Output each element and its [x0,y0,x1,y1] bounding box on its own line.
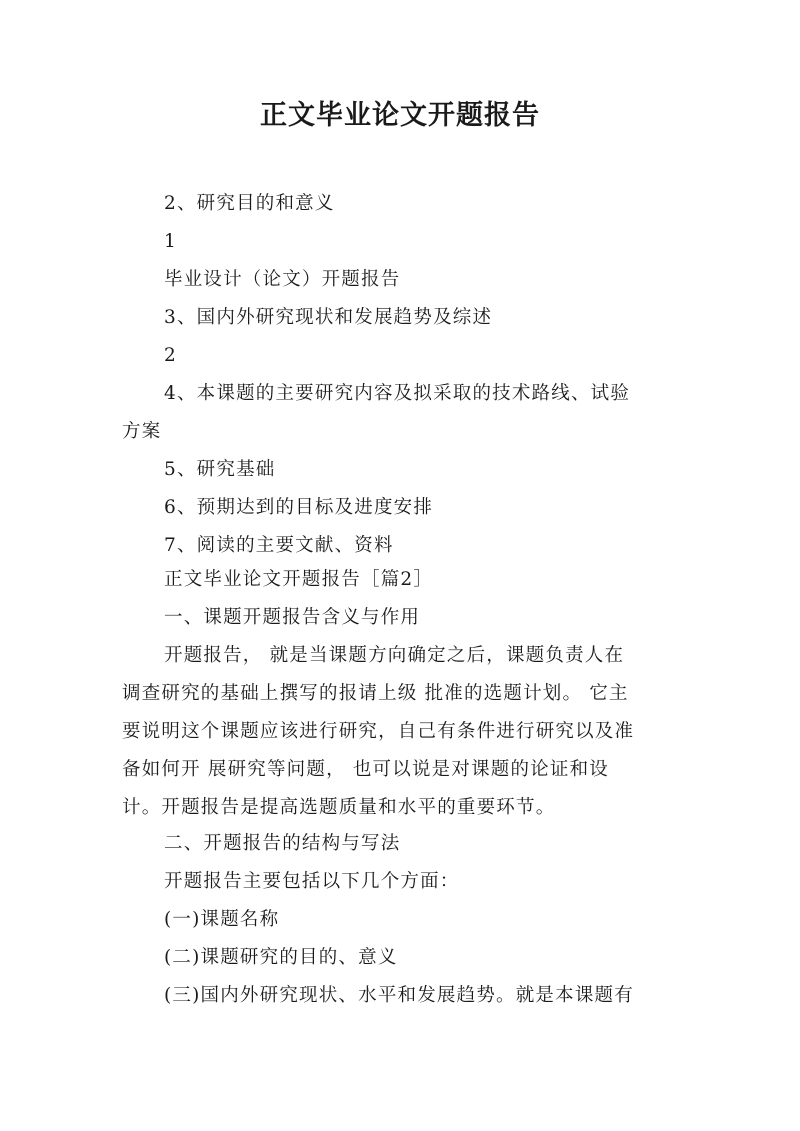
section-heading-references: 7、阅读的主要文献、资料 [164,535,394,556]
paragraph-line: 开题报告， 就是当课题方向确定之后，课题负责人在 [164,645,625,666]
page-number: 1 [164,231,177,252]
section-heading-purpose: 2、研究目的和意义 [164,193,335,214]
section-heading-definition: 一、课题开题报告含义与作用 [164,607,421,628]
paragraph-line: 备如何开 展研究等问题， 也可以说是对课题的论证和设 [122,759,609,780]
section-heading-content-cont: 方案 [122,421,162,442]
page-number: 2 [164,345,177,366]
list-item: (一)课题名称 [164,909,280,930]
section-heading-content: 4、本课题的主要研究内容及拟采取的技术路线、试验 [164,383,631,404]
section-heading-basis: 5、研究基础 [164,459,276,480]
section-heading-goals: 6、预期达到的目标及进度安排 [164,497,434,518]
report-header: 毕业设计（论文）开题报告 [164,269,401,290]
list-item: (三)国内外研究现状、水平和发展趋势。就是本课题有 [164,985,634,1006]
paragraph-line: 调查研究的基础上撰写的报请上级 批准的选题计划。 它主 [122,683,629,704]
section-heading-status: 3、国内外研究现状和发展趋势及综述 [164,307,493,328]
paragraph-line: 要说明这个课题应该进行研究，自己有条件进行研究以及准 [122,721,635,742]
section-heading-structure: 二、开题报告的结构与写法 [164,833,401,854]
paragraph-line: 开题报告主要包括以下几个方面： [164,871,460,892]
paragraph-line: 计。开题报告是提高选题质量和水平的重要环节。 [122,797,556,818]
document-title: 正文毕业论文开题报告 [260,100,540,131]
article-subtitle: 正文毕业论文开题报告［篇2］ [164,569,434,590]
list-item: (二)课题研究的目的、意义 [164,947,398,968]
